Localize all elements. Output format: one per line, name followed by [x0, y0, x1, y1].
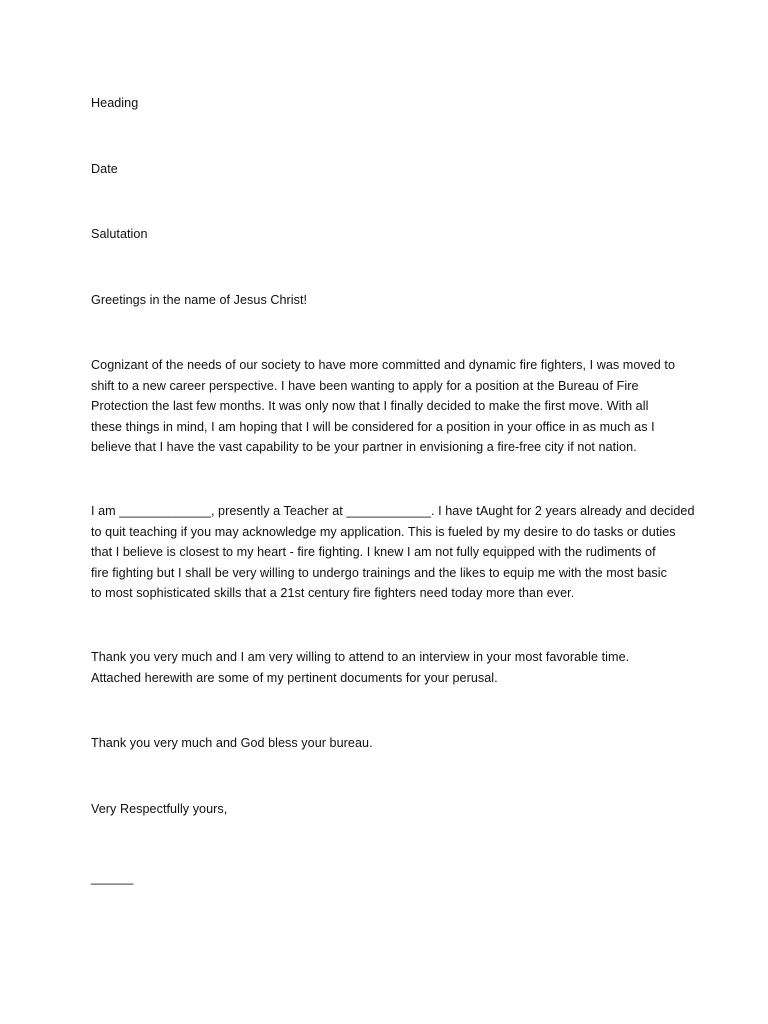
paragraph-1-line: these things in mind, I am hoping that I will be considered for a position in your office in as much as I [91, 419, 655, 434]
paragraph-1-line: Cognizant of the needs of our society to have more committed and dynamic fire fighters, I was moved to [91, 358, 675, 372]
paragraph-1-line: believe that I have the vast capability to be your partner in envisioning a fire-free city if not nation. [91, 440, 637, 454]
paragraph-2-line: that I believe is closest to my heart - fire fighting. I knew I am not fully equipped with the rudiments of [91, 545, 656, 559]
paragraph-1-line: Protection the last few months. It was only now that I finally decided to make the first move. With all [91, 399, 649, 413]
paragraph-2-line: I am _____________, presently a Teacher at ____________. I have tAught for 2 years already and decided [91, 504, 695, 518]
body-paragraph-2 [91, 501, 703, 604]
body-paragraph-4: Thank you very much and God bless your bureau. [91, 736, 373, 750]
date-text: Date [91, 162, 118, 176]
paragraph-1-line: shift to a new career perspective. I have been wanting to apply for a position at the Bureau of Fire [91, 378, 639, 393]
body-paragraph-1 [91, 355, 703, 458]
paragraph-3-line: Thank you very much and I am very willing to attend to an interview in your most favorable time. [91, 650, 630, 664]
heading-text: Heading [91, 96, 139, 110]
signature-line: ______ [91, 871, 134, 885]
salutation-text: Salutation [91, 227, 148, 241]
body-paragraph-3 [91, 647, 703, 688]
greeting-text: Greetings in the name of Jesus Christ! [91, 293, 308, 307]
paragraph-2-line: fire fighting but I shall be very willing to undergo trainings and the likes to equip me with the most basic [91, 565, 667, 580]
closing-text: Very Respectfully yours, [91, 802, 228, 816]
paragraph-3-line: Attached herewith are some of my pertinent documents for your perusal. [91, 670, 498, 685]
paragraph-2-line: to quit teaching if you may acknowledge my application. This is fueled by my desire to do tasks or duties [91, 524, 676, 539]
paragraph-2-line: to most sophisticated skills that a 21st century fire fighters need today more than ever. [91, 586, 575, 600]
